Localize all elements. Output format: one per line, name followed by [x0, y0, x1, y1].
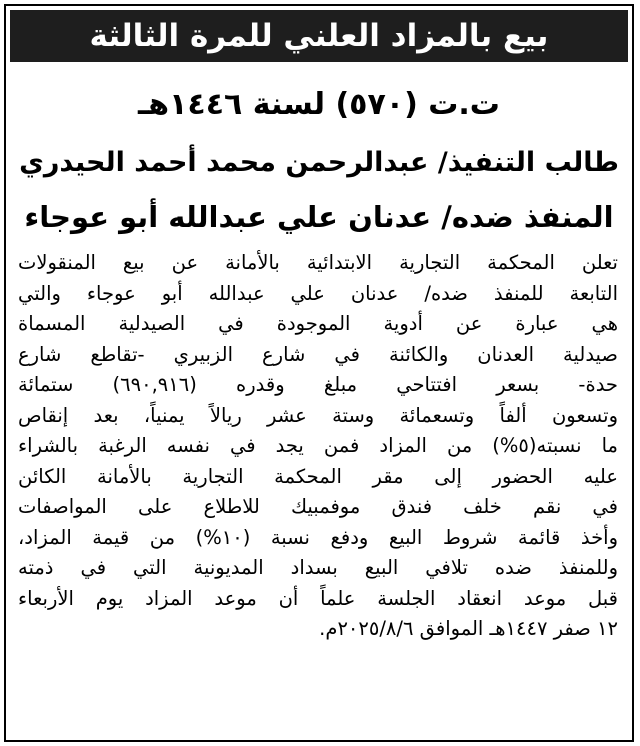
body-line: وتسعون ألفاً وتسعمائة وستة عشر ريالاً يمنياً، بعد إنقاص — [18, 403, 618, 427]
body-line: التابعة للمنفذ ضده/ عدنان علي عبدالله أبو عوجاء والتي — [18, 281, 618, 305]
body-line: عليه الحضور إلى مقر المحكمة التجارية بالأمانة الكائن — [18, 464, 618, 488]
body-line: قبل موعد انعقاد الجلسة علماً أن موعد المزاد يوم الأربعاء — [18, 586, 618, 610]
body-line: تعلن المحكمة التجارية الابتدائية بالأمانة عن بيع المنقولات — [18, 251, 618, 274]
body-line: وأخذ قائمة شروط البيع ودفع نسبة (١٠%) من قيمة المزاد، — [18, 525, 618, 549]
body-line: صيدلية العدنان والكائنة في شارع الزبيري -تقاطع شارع — [18, 342, 618, 366]
notice-title: بيع بالمزاد العلني للمرة الثالثة — [10, 10, 628, 62]
executor-line: طالب التنفيذ/ عبدالرحمن محمد أحمد الحيدري — [19, 147, 619, 178]
body-line: هي عبارة عن أدوية الموجودة في الصيدلية المسماة — [18, 312, 618, 335]
case-number: ت.ت (٥٧٠) لسنة ١٤٤٦هـ — [138, 87, 500, 122]
body-line: حدة- بسعر افتتاحي مبلغ وقدره (٦٩٠,٩١٦) ستمائة — [18, 373, 618, 396]
body-line: ١٢ صفر ١٤٤٧هـ الموافق ٢٠٢٥/٨/٦م. — [319, 617, 618, 640]
body-line: ما نسبته(٥%) من المزاد فمن يجد في نفسه الرغبة بالشراء — [18, 434, 618, 457]
body-line: في نقم خلف فندق موفمبيك للاطلاع على المواصفات — [18, 495, 618, 518]
notice-frame — [4, 4, 634, 742]
notice-body — [18, 248, 618, 645]
against-line: المنفذ ضده/ عدنان علي عبدالله أبو عوجاء — [24, 200, 614, 234]
body-line: وللمنفذ ضده تلافي البيع بسداد المديونية التي في ذمته — [18, 556, 618, 579]
